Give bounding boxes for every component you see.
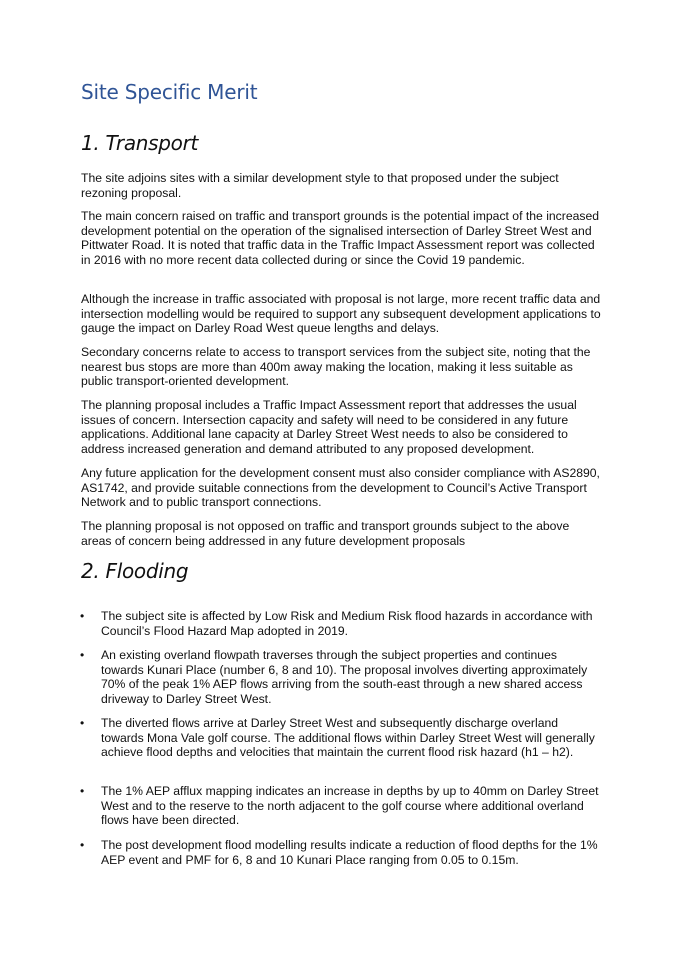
bullet-icon: •: [80, 648, 85, 662]
transport-paragraph: Any future application for the development consent must also consider compliance with AS2890, AS1742, and provide suitable connections from the development to Council’s Active Transport Network and to public transport connections.: [81, 466, 600, 510]
section-heading-transport: 1. Transport: [81, 131, 199, 155]
bullet-icon: •: [80, 838, 85, 852]
list-item-text: The diverted flows arrive at Darley Street West and subsequently discharge overland towards Mona Vale golf course. The additional flows within Darley Street West will generally achieve flood depths and velocities that maintain the current flood risk hazard (h1 – h2).: [101, 716, 595, 760]
list-item-text: The post development flood modelling results indicate a reduction of flood depths for the 1% AEP event and PMF for 6, 8 and 10 Kunari Place ranging from 0.05 to 0.15m.: [101, 838, 598, 867]
section-heading-flooding: 2. Flooding: [81, 559, 189, 583]
transport-paragraph: Although the increase in traffic associated with proposal is not large, more recent traffic data and intersection modelling would be required to support any subsequent development applications to gauge the impact on Darley Road West queue lengths and delays.: [81, 292, 601, 336]
bullet-icon: •: [80, 784, 85, 798]
page-title: Site Specific Merit: [81, 80, 258, 104]
transport-paragraph: The site adjoins sites with a similar development style to that proposed under the subject rezoning proposal.: [81, 171, 559, 200]
transport-paragraph: The planning proposal includes a Traffic Impact Assessment report that addresses the usual issues of concern. Intersection capacity and safety will need to be considered in any future applications. Additional lane capacity at Darley Street West needs to also be considered to address increased generation and demand attributed to any proposed development.: [81, 398, 577, 456]
bullet-icon: •: [80, 609, 85, 623]
list-item-text: An existing overland flowpath traverses through the subject properties and continues towards Kunari Place (number 6, 8 and 10). The proposal involves diverting approximately 70% of the peak 1% AEP flows arriving from the south-east through a new shared access driveway to Darley Street West.: [101, 648, 588, 706]
list-item-text: The 1% AEP afflux mapping indicates an increase in depths by up to 40mm on Darley Street West and to the reserve to the north adjacent to the golf course where additional overland flows have been directed.: [101, 784, 599, 828]
transport-paragraph: Secondary concerns relate to access to transport services from the subject site, noting that the nearest bus stops are more than 400m away making the location, making it less suitable as public transport-oriented development.: [81, 345, 591, 389]
bullet-icon: •: [80, 716, 85, 730]
transport-paragraph: The main concern raised on traffic and transport grounds is the potential impact of the increased development potential on the operation of the signalised intersection of Darley Street West and Pittwater Road. It is noted that traffic data in the Traffic Impact Assessment report was collected in 2016 with no more recent data collected during or since the Covid 19 pandemic.: [81, 209, 600, 267]
list-item-text: The subject site is affected by Low Risk and Medium Risk flood hazards in accordance with Council’s Flood Hazard Map adopted in 2019.: [101, 609, 593, 638]
transport-paragraph: The planning proposal is not opposed on traffic and transport grounds subject to the above areas of concern being addressed in any future development proposals: [81, 519, 570, 548]
